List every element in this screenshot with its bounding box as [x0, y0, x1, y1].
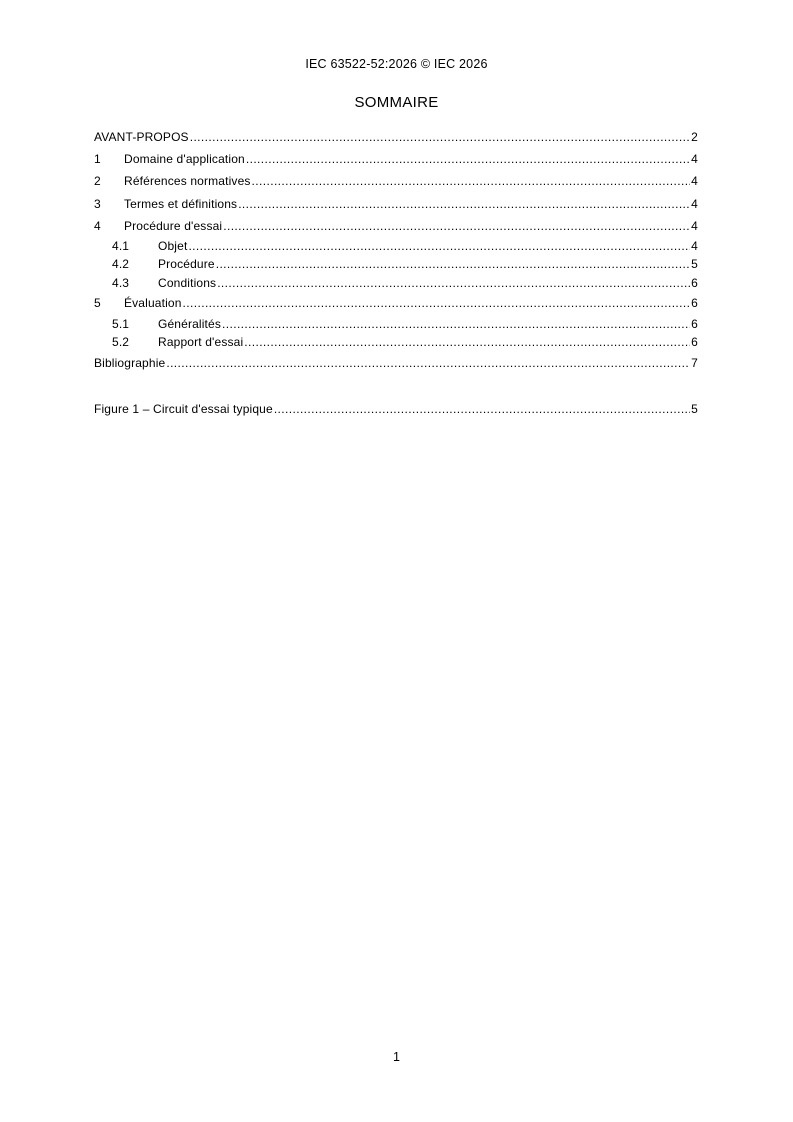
toc-entry-number: 3 — [94, 196, 101, 211]
toc-dot-leader — [222, 315, 690, 334]
toc-entry[interactable] — [94, 148, 698, 170]
toc-entry-label: Procédure — [158, 257, 215, 272]
toc-entry[interactable] — [94, 193, 698, 215]
toc-dot-leader — [252, 170, 691, 192]
toc-entry-number: 1 — [94, 152, 101, 167]
toc-entry-page: 6 — [691, 296, 698, 311]
toc-dot-leader — [223, 215, 690, 237]
toc-entry-label: Conditions — [158, 275, 217, 290]
toc-entry[interactable] — [94, 398, 698, 420]
toc-entry-page: 4 — [691, 238, 698, 253]
toc-dot-leader — [188, 237, 690, 256]
toc-dot-leader — [190, 126, 690, 148]
toc-entry-label: Termes et définitions — [124, 196, 238, 211]
toc-entry-number: 5.1 — [112, 316, 130, 331]
toc-entry-page: 4 — [691, 196, 698, 211]
toc-entry-page: 5 — [691, 257, 698, 272]
table-of-contents — [94, 126, 698, 374]
toc-dot-leader — [217, 274, 690, 293]
toc-entry-label: Objet — [158, 238, 188, 253]
toc-entry-number: 4.3 — [112, 275, 130, 290]
toc-dot-leader — [166, 352, 690, 374]
toc-entry-label: Évaluation — [124, 296, 182, 311]
toc-entry-label: AVANT-PROPOS — [94, 130, 189, 144]
list-of-figures — [94, 398, 698, 420]
toc-entry-label: Procédure d'essai — [124, 218, 223, 233]
toc-entry-label: Bibliographie — [94, 355, 166, 370]
toc-entry-page: 4 — [691, 218, 698, 233]
toc-entry[interactable] — [94, 170, 698, 192]
toc-entry[interactable] — [94, 292, 698, 314]
toc-entry[interactable] — [94, 274, 698, 293]
toc-entry-page: 2 — [691, 130, 698, 144]
toc-entry-number: 5.2 — [112, 335, 130, 350]
toc-dot-leader — [274, 398, 690, 420]
toc-entry[interactable] — [94, 333, 698, 352]
toc-dot-leader — [238, 193, 690, 215]
toc-entry-page: 4 — [691, 152, 698, 167]
toc-entry-number: 2 — [94, 174, 101, 189]
toc-dot-leader — [244, 333, 690, 352]
toc-entry[interactable] — [94, 315, 698, 334]
toc-entry[interactable] — [94, 126, 698, 148]
toc-dot-leader — [246, 148, 690, 170]
toc-entry-page: 4 — [691, 174, 698, 189]
toc-entry-label: Figure 1 – Circuit d'essai typique — [94, 402, 273, 416]
toc-entry-label: Généralités — [158, 316, 222, 331]
toc-entry[interactable] — [94, 352, 698, 374]
toc-entry-label: Références normatives — [124, 174, 251, 189]
toc-entry-number: 5 — [94, 296, 101, 311]
toc-dot-leader — [216, 255, 690, 274]
toc-entry-page: 7 — [691, 355, 698, 370]
toc-title: SOMMAIRE — [354, 94, 439, 111]
toc-entry[interactable] — [94, 255, 698, 274]
toc-entry-label: Rapport d'essai — [158, 335, 244, 350]
toc-dot-leader — [183, 292, 691, 314]
toc-entry-page: 5 — [691, 402, 698, 416]
page-header: IEC 63522-52:2026 © IEC 2026 — [305, 57, 488, 71]
toc-entry-number: 4.1 — [112, 238, 130, 253]
page-number: 1 — [393, 1050, 400, 1064]
toc-entry-number: 4 — [94, 218, 101, 233]
toc-entry-number: 4.2 — [112, 257, 130, 272]
toc-entry-page: 6 — [691, 335, 698, 350]
toc-entry[interactable] — [94, 215, 698, 237]
toc-entry[interactable] — [94, 237, 698, 256]
toc-entry-label: Domaine d'application — [124, 152, 245, 167]
toc-entry-page: 6 — [691, 275, 698, 290]
toc-entry-page: 6 — [691, 316, 698, 331]
